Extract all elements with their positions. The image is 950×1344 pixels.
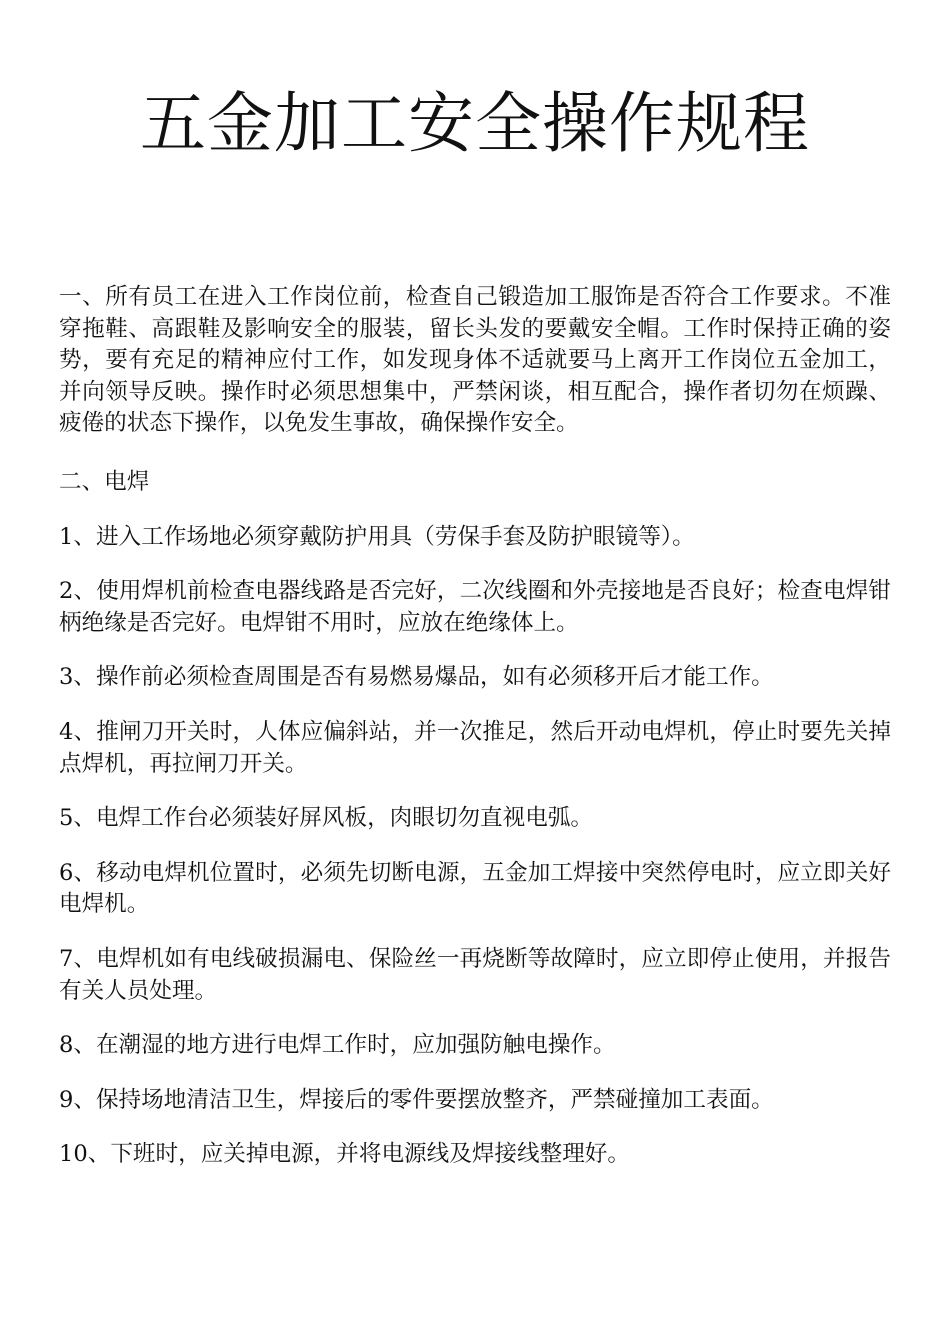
rule-item-7: 7、电焊机如有电线破损漏电、保险丝一再烧断等故障时，应立即停止使用，并报告有关人员处理。 xyxy=(59,945,891,1004)
intro-paragraph: 一、所有员工在进入工作岗位前，检查自己锻造加工服饰是否符合工作要求。不准穿拖鞋、高跟鞋及影响安全的服装，留长头发的要戴安全帽。工作时保持正确的姿势，要有充足的精神应付工作，如发现身体不适就要马上离开工作岗位五金加工，并向领导反映。操作时必须思想集中，严禁闲谈，相互配合，操作者切勿在烦躁、疲倦的状态下操作，以免发生事故，确保操作安全。 xyxy=(59,284,891,437)
rule-item-10: 10、下班时，应关掉电源，并将电源线及焊接线整理好。 xyxy=(59,1141,630,1168)
rule-item-4: 4、推闸刀开关时，人体应偏斜站，并一次推足，然后开动电焊机，停止时要先关掉点焊机，再拉闸刀开关。 xyxy=(59,718,891,777)
rule-item-9: 9、保持场地清洁卫生，焊接后的零件要摆放整齐，严禁碰撞加工表面。 xyxy=(59,1086,774,1113)
rule-item-8: 8、在潮湿的地方进行电焊工作时，应加强防触电操作。 xyxy=(59,1032,616,1059)
document-body xyxy=(59,282,891,1194)
rule-item-2: 2、使用焊机前检查电器线路是否完好，二次线圈和外壳接地是否良好；检查电焊钳柄绝缘是否完好。电焊钳不用时，应放在绝缘体上。 xyxy=(59,578,891,636)
rule-item-6: 6、移动电焊机位置时，必须先切断电源，五金加工焊接中突然停电时，应立即关好电焊机。 xyxy=(59,859,891,918)
rule-item-1: 1、进入工作场地必须穿戴防护用具（劳保手套及防护眼镜等）。 xyxy=(59,523,695,550)
rule-item-5: 5、电焊工作台必须装好屏风板，肉眼切勿直视电弧。 xyxy=(59,805,594,832)
section-heading-welding: 二、电焊 xyxy=(59,468,150,495)
document-title: 五金加工安全操作规程 xyxy=(140,85,810,162)
rule-item-3: 3、操作前必须检查周围是否有易燃易爆品，如有必须移开后才能工作。 xyxy=(59,664,774,691)
